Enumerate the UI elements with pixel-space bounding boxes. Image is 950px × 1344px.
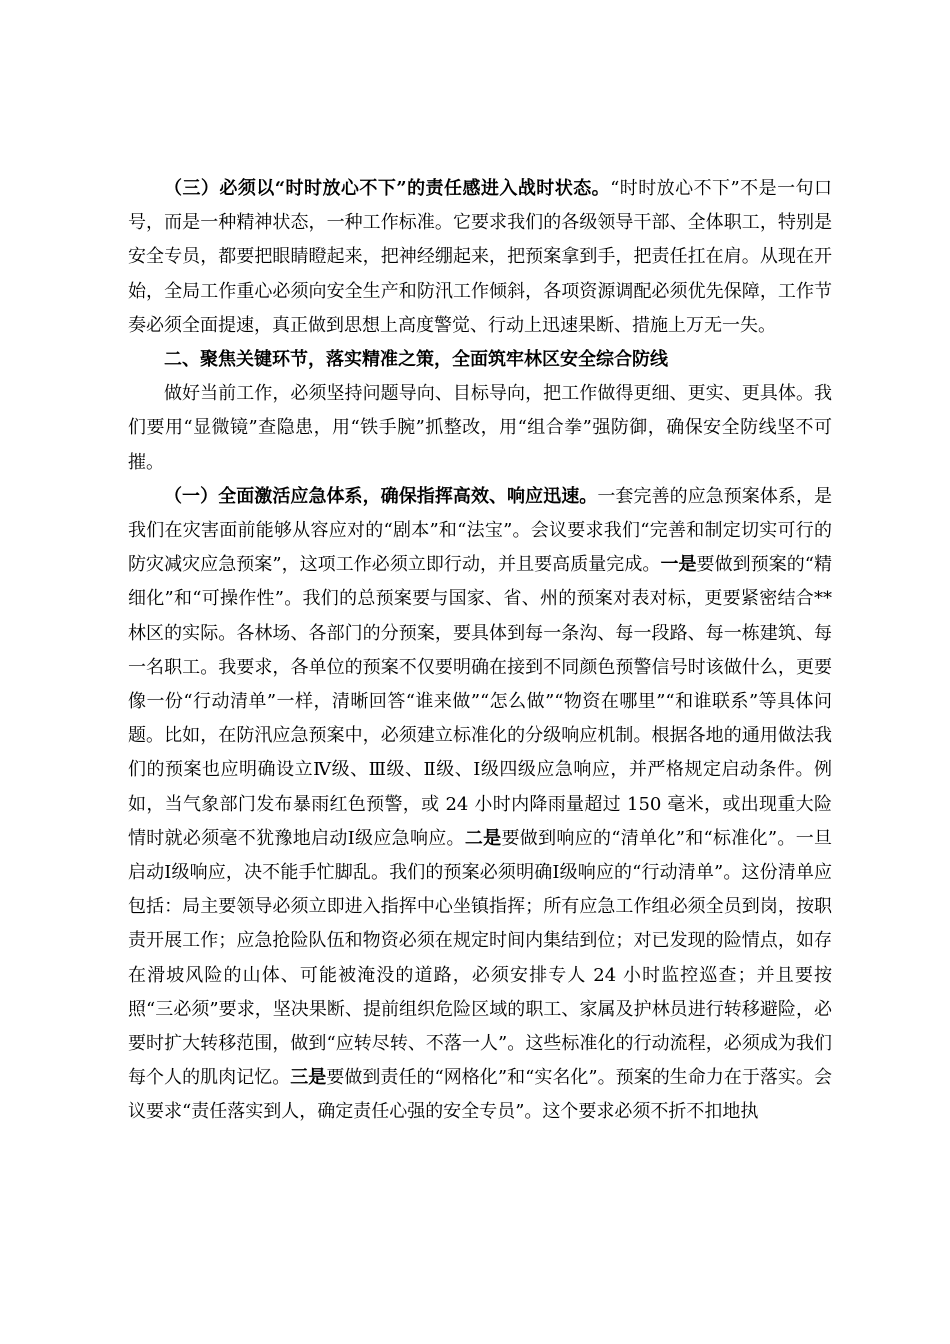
section-heading-2: 二、聚焦关键环节，落实精准之策，全面筑牢林区安全综合防线 — [164, 349, 668, 371]
paragraph-text: 一套完善的应急预案体系，是我们在灾害面前能够从容应对的“剧本”和“法宝”。会议要求我们“完善和制定切实可行的防灾减灾应急预案”，这项工作必须立即行动，并且要高质量完成。 — [128, 485, 833, 576]
point-marker-2: 二是 — [464, 827, 502, 849]
document-body — [128, 172, 832, 1130]
paragraph-intro: 做好当前工作，必须坚持问题导向、目标导向，把工作做得更细、更实、更具体。我们要用“显微镜”查隐患，用“铁手腕”抓整改，用“组合拳”强防御，确保安全防线坚不可摧。 — [128, 383, 832, 473]
point-marker-1: 一是 — [660, 554, 697, 576]
paragraph-text: “时时放心不下”不是一句口号，而是一种精神状态，一种工作标准。它要求我们的各级领导干部、全体职工，特别是安全专员，都要把眼睛瞪起来，把神经绷起来，把预案拿到手，把责任扛在肩。从现在开始，全局工作重心必须向安全生产和防汛工作倾斜，各项资源调配必须优先保障，工作节奏必须全面提速，真正做到思想上高度警觉、行动上迅速果断、措施上万无一失。 — [128, 178, 832, 336]
paragraph-lead: （一）全面激活应急体系，确保指挥高效、响应迅速。 — [164, 485, 598, 507]
paragraph-section-3 — [128, 172, 832, 343]
paragraph-subsection-1 — [128, 480, 832, 1130]
paragraph-text: 要做到响应的“清单化”和“标准化”。一旦启动Ⅰ级响应，决不能手忙脚乱。我们的预案必须明确Ⅰ级响应的“行动清单”。这份清单应包括：局主要领导必须立即进入指挥中心坐镇指挥；所有应急工作组必须全员到岗，按职责开展工作；应急抢险队伍和物资必须在规定时间内集结到位；对已发现的险情点，如存在滑坡风险的山体、可能被淹没的道路，必须安排专人 24 小时监控巡查；并且要按照“三必须”要求，坚决果断、提前组织危险区域的职工、家属及护林员进行转移避险，必要时扩大转移范围，做到“应转尽转、不落一人”。这些标准化的行动流程，必须成为我们每个人的肌肉记忆。 — [128, 827, 833, 1089]
paragraph-text: 要做到责任的“网格化”和“实名化”。预案的生命力在于落实。会议要求“责任落实到人，确定责任心强的安全专员”。这个要求必须不折不扣地执 — [128, 1067, 833, 1123]
paragraph-lead: （三）必须以“时时放心不下”的责任感进入战时状态。 — [164, 178, 611, 199]
paragraph-text: 要做到预案的“精细化”和“可操作性”。我们的总预案要与国家、省、州的预案对表对标，更要紧密结合**林区的实际。各林场、各部门的分预案，要具体到每一条沟、每一段路、每一栋建筑、每一名职工。我要求，各单位的预案不仅要明确在接到不同颜色预警信号时该做什么，更要像一份“行动清单”一样，清晰回答“谁来做”“怎么做”“物资在哪里”“和谁联系”等具体问题。比如，在防汛应急预案中，必须建立标准化的分级响应机制。根据各地的通用做法我们的预案也应明确设立Ⅳ级、Ⅲ级、Ⅱ级、Ⅰ级四级应急响应，并严格规定启动条件。例如，当气象部门发布暴雨红色预警，或 24 小时内降雨量超过 150 毫米，或出现重大险情时就必须毫不犹豫地启动Ⅰ级应急响应。 — [128, 554, 833, 849]
point-marker-3: 三是 — [290, 1067, 327, 1089]
